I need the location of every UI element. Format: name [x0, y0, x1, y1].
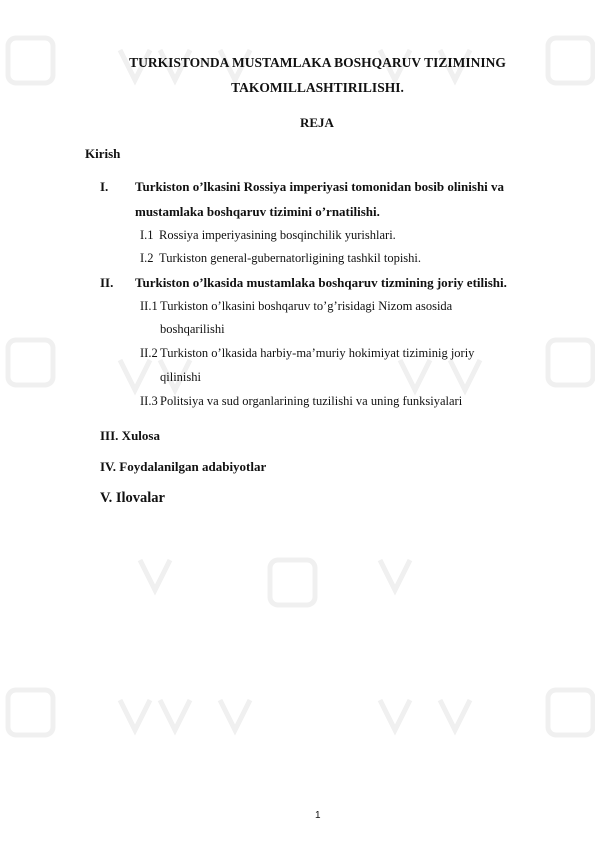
subsection-1-1-number: I.1 — [140, 228, 154, 242]
page-number: 1 — [315, 810, 321, 821]
conclusion-item: III. Xulosa — [100, 428, 160, 443]
references-item: IV. Foydalanilgan adabiyotlar — [100, 459, 267, 474]
section-2-numeral: II. — [100, 275, 114, 290]
subsection-2-2-text-line-1: Turkiston o’lkasida harbiy-ma’muriy hokimiyat tiziminig joriy — [160, 346, 475, 360]
document-title-line-2: TAKOMILLASHTIRILISHI. — [231, 80, 404, 95]
section-1-title-line-1: Turkiston o’lkasini Rossiya imperiyasi tomonidan bosib olinishi va — [135, 179, 505, 194]
subsection-2-3-text: Politsiya va sud organlarining tuzilishi va uning funksiyalari — [160, 394, 463, 408]
subsection-1-2-text: Turkiston general-gubernatorligining tashkil topishi. — [159, 251, 422, 265]
plan-heading: REJA — [300, 115, 334, 130]
subsection-2-1-text-line-1: Turkiston o’lkasini boshqaruv to’g’risidagi Nizom asosida — [160, 299, 453, 313]
section-1-numeral: I. — [100, 179, 109, 194]
subsection-1-1-text: Rossiya imperiyasining bosqinchilik yurishlari. — [159, 228, 396, 242]
subsection-2-3-number: II.3 — [140, 394, 158, 408]
section-2-title: Turkiston o’lkasida mustamlaka boshqaruv tizmining joriy etilishi. — [135, 275, 507, 290]
section-1-title-line-2: mustamlaka boshqaruv tizimini o’rnatilishi. — [135, 204, 380, 219]
document-title-line-1: TURKISTONDA MUSTAMLAKA BOSHQARUV TIZIMINING — [129, 55, 506, 70]
appendix-item: V. Ilovalar — [100, 490, 165, 506]
subsection-2-2-text-line-2: qilinishi — [160, 370, 201, 384]
subsection-2-1-text-line-2: boshqarilishi — [160, 322, 225, 336]
subsection-2-1-number: II.1 — [140, 299, 158, 313]
intro-item: Kirish — [85, 146, 121, 161]
subsection-2-2-number: II.2 — [140, 346, 158, 360]
subsection-1-2-number: I.2 — [140, 251, 154, 265]
